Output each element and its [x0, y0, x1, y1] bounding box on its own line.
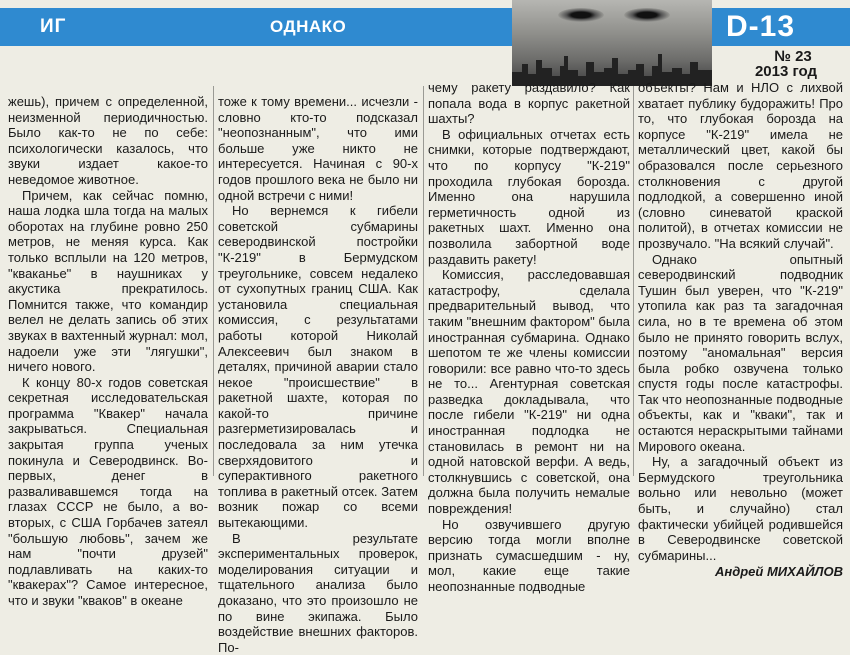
paragraph: В официальных отчетах есть снимки, которые подтверждают, что по корпусу "К-219" проходила глубокая борозда. Именно она нарушила герметичность одной из ракетных шахт. Именно она позволила забортной воде раздавить ракету!	[428, 126, 630, 267]
section-label-center: ОДНАКО	[270, 17, 347, 36]
paragraph: чему ракету раздавило? Как попала вода в корпус ракетной шахты?	[428, 80, 630, 127]
paragraph: Но вернемся к гибели советской субмарины северодвинской постройки "К-219" в Бермудском треугольнике, совсем недалеко от сухопутных границ США. Как установила специальная комиссия, с результатами работы которой Николай Алексеевич был знаком в деталях, причиной аварии стало некое "происшествие" в ракетной шахте, которая по какой-то причине разгерметизировалась и последовала за ним утечка сверхядовитого и суперактивного ракетного топлива в ракетный отсек. Затем возник пожар со всеми вытекающими.	[218, 203, 418, 531]
article-column-1	[8, 94, 208, 609]
paragraph: Комиссия, расследовавшая катастрофу, сделала предварительный вывод, что таким "внешним фактором" была иностранная субмарина. Однако шепотом те же члены комиссии говорили: все равно что-то здесь не то... Агентурная советская разведка докладывала, что после гибели "К-219" ни одна иностранная подлодка не становилась в ремонт ни на одной натовской верфи. А ведь, столкнувшись с советской, она должна была получить немалые повреждения!	[428, 267, 630, 517]
paragraph: жешь), причем с определенной, неизменной периодичностью. Было как-то не по себе: психологически казалось, что звуки издает какое-то неведомое животное.	[8, 94, 208, 187]
article-column-3	[428, 80, 630, 595]
left-eye-icon	[558, 8, 604, 22]
section-band	[0, 8, 512, 46]
paragraph: тоже к тому времени... исчезли - словно кто-то подсказал "неопознанным", что ими больше уже никто не интересуется. Начиная с 90-х годов прошлого века не было ни одной встречи с ними!	[218, 94, 418, 203]
author-signature: Андрей МИХАЙЛОВ	[714, 564, 843, 580]
right-eye-icon	[624, 8, 670, 22]
paragraph: К концу 80-х годов советская секретная исследовательская программа "Квакер" начала закрываться. Специальная закрытая группа ученых покинула и Северодвинск. Во-первых, денег в разваливавшемся тогда на глазах СССР не было, а во-вторых, с США Горбачев затеял "большую любовь", зачем же нам "почти друзей" подлавливать на каких-то "квакерах"? Самое интересное, что и звуки "кваков" в океане	[8, 374, 208, 608]
paragraph: объекты? Нам и НЛО с лихвой хватает публику будоражить! Про то, что глубокая борозда на корпусе "К-219" имела не металлический цвет, какой бы образовался после серьезного столкновения с другой подлодкой, а совершенно иной (словно синеватой краской политой), в отчетах комиссии не прозвучало. "На всякий случай".	[638, 80, 843, 251]
paragraph: В результате экспериментальных проверок, моделирования ситуации и тщательного анализа было доказано, что это произошло не по вине экипажа. Было воздействие внешних факторов. По-	[218, 530, 418, 655]
article-column-4	[638, 80, 843, 580]
issue-number: № 23	[774, 48, 812, 65]
page-badge: D-13	[726, 10, 796, 43]
paragraph: Но озвучившего другую версию тогда могли вполне признать сумасшедшим - ну, мол, какие еще такие неопознанные подводные	[428, 516, 630, 594]
paragraph: Ну, а загадочный объект из Бермудского треугольника вольно или невольно (может быть, и случайно) стал фактически убийцей родившейся в Северодвинске советской субмарины...	[638, 454, 843, 563]
issue-info	[754, 48, 826, 80]
page-header	[0, 0, 850, 86]
paragraph: Причем, как сейчас помню, наша лодка шла тогда на малых оборотах на глубине ровно 250 метров, не меняя курса. Как только всплыли на 120 метров, "кваканье" в наушниках у акустика прекратилось. Помнится также, что командир велел не делать запись об этих звуках в вахтенный журнал: мол, надоели уже эти "лягушки", ничего нового.	[8, 187, 208, 375]
section-label-left: ИГ	[40, 16, 67, 37]
eyes-over-city-photo-icon	[512, 0, 712, 86]
article-column-2	[218, 94, 418, 655]
paragraph: Однако опытный северодвинский подводник Тушин был уверен, что "К-219" утопила как раз та загадочная сила, но в те времена об этом было не принято говорить вслух, поэтому "аномальная" версия была робко озвучена только спустя годы после катастрофы. Так что неопознанные подводные объекты, как и "кваки", так и остаются нераскрытыми тайнами Мирового океана.	[638, 251, 843, 454]
badge-band	[712, 8, 850, 46]
issue-year: 2013 год	[754, 63, 818, 80]
article-body	[0, 80, 850, 655]
